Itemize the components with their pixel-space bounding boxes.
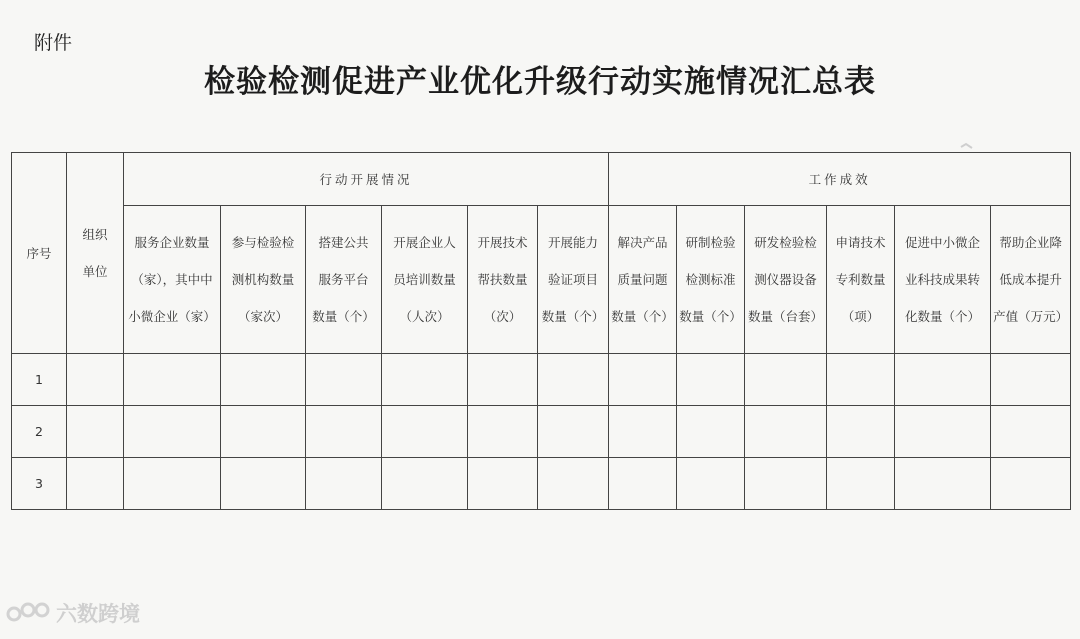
header-result-col: 研制检验 检测标准 数量（个） [677, 206, 745, 354]
table-cell-empty [124, 354, 221, 406]
header-result-col: 解决产品 质量问题 数量（个） [609, 206, 677, 354]
table-cell-empty [221, 458, 306, 510]
table-cell-empty [468, 458, 538, 510]
header-action-col: 开展技术 帮扶数量 （次） [468, 206, 538, 354]
document-title: 检验检测促进产业优化升级行动实施情况汇总表 [204, 64, 876, 100]
table-cell-empty [538, 458, 609, 510]
summary-table [11, 152, 1071, 510]
table-cell-empty [468, 406, 538, 458]
table-cell-empty [677, 458, 745, 510]
table-cell-empty [745, 354, 827, 406]
table-cell-empty [827, 458, 895, 510]
header-result-col: 研发检验检 测仪器设备 数量（台套） [745, 206, 827, 354]
header-group-actions: 行动开展情况 [124, 153, 609, 206]
table-cell-empty [124, 406, 221, 458]
table-cell-empty [221, 406, 306, 458]
table-cell-empty [745, 458, 827, 510]
table-cell-empty [67, 458, 124, 510]
header-action-col: 服务企业数量 （家），其中中 小微企业（家） [124, 206, 221, 354]
table-cell-empty [827, 354, 895, 406]
watermark-text: 六数跨境 [56, 602, 140, 626]
table-cell-empty [827, 406, 895, 458]
table-cell-empty [382, 406, 468, 458]
row-number: 1 [12, 354, 67, 406]
table-cell-empty [895, 406, 991, 458]
table-cell-empty [895, 458, 991, 510]
table-cell-empty [306, 354, 382, 406]
table-cell-empty [745, 406, 827, 458]
table-body [12, 354, 1071, 510]
table-cell-empty [221, 354, 306, 406]
header-action-col: 搭建公共 服务平台 数量（个） [306, 206, 382, 354]
table-cell-empty [538, 406, 609, 458]
table-cell-empty [677, 406, 745, 458]
watermark-logo-icon [6, 600, 50, 626]
row-number: 3 [12, 458, 67, 510]
table-cell-empty [67, 406, 124, 458]
header-result-col: 申请技术 专利数量 （项） [827, 206, 895, 354]
table-cell-empty [991, 354, 1071, 406]
attachment-label: 附件 [34, 32, 73, 54]
header-group-results: 工作成效 [609, 153, 1071, 206]
table-cell-empty [609, 406, 677, 458]
table-row [12, 458, 1071, 510]
table-cell-empty [609, 458, 677, 510]
header-result-col: 帮助企业降 低成本提升 产值（万元） [991, 206, 1071, 354]
table-cell-empty [124, 458, 221, 510]
table-cell-empty [991, 458, 1071, 510]
watermark [6, 598, 140, 628]
table-cell-empty [382, 354, 468, 406]
row-number: 2 [12, 406, 67, 458]
table-cell-empty [677, 354, 745, 406]
table-cell-empty [609, 354, 677, 406]
header-action-col: 开展能力 验证项目 数量（个） [538, 206, 609, 354]
table-cell-empty [468, 354, 538, 406]
table-cell-empty [382, 458, 468, 510]
table-cell-empty [538, 354, 609, 406]
header-result-col: 促进中小微企 业科技成果转 化数量（个） [895, 206, 991, 354]
table-row [12, 354, 1071, 406]
scan-speck-mark [960, 142, 974, 150]
table-cell-empty [991, 406, 1071, 458]
header-action-col: 开展企业人 员培训数量 （人次） [382, 206, 468, 354]
header-org: 组织 单位 [67, 153, 124, 354]
table-row [12, 406, 1071, 458]
header-action-col: 参与检验检 测机构数量 （家次） [221, 206, 306, 354]
header-seq: 序号 [12, 153, 67, 354]
table-sub-header-row [12, 206, 1071, 354]
table-cell-empty [895, 354, 991, 406]
table-cell-empty [306, 458, 382, 510]
table-group-header-row [12, 153, 1071, 206]
table-cell-empty [67, 354, 124, 406]
table-cell-empty [306, 406, 382, 458]
